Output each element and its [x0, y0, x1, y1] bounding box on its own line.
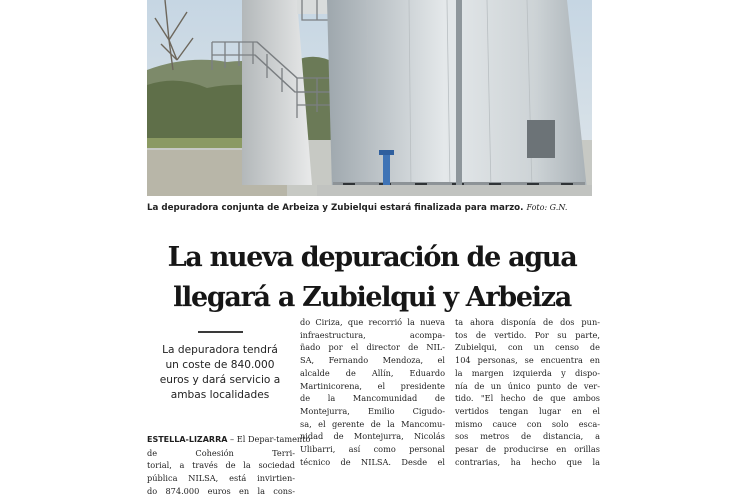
body-line: técnico de NILSA. Desde el: [300, 456, 445, 467]
body-line: contrarias, ha hecho que la: [455, 456, 600, 467]
body-line: de Cohesión Terri-: [147, 447, 295, 458]
photo-credit: Foto: G.N.: [526, 203, 568, 212]
body-line: ta ahora disponía de dos pun-: [455, 317, 600, 327]
body-line: ñado por el director de NIL-: [300, 342, 445, 353]
body-line: pesar de producirse en orillas: [455, 444, 600, 455]
deck-line: un coste de 840.000: [165, 359, 275, 371]
body-column-2: [300, 316, 445, 468]
body-line: la margen izquierda y dispo-: [455, 367, 600, 378]
body-line: infraestructura, acompa-: [300, 329, 445, 340]
body-line: torial, a través de la sociedad: [147, 460, 295, 471]
body-line: alcalde de Allín, Eduardo: [300, 367, 445, 378]
body-line: do Ciriza, que recorrió la nueva: [300, 317, 445, 327]
photo-caption: [147, 203, 597, 213]
caption-text: La depuradora conjunta de Arbeiza y Zubielqui estará finalizada para marzo.: [147, 203, 524, 213]
body-line: pública NILSA, está invirtien-: [147, 473, 295, 484]
headline-line-1: La nueva depuración de agua: [167, 242, 577, 273]
body-line: SA, Fernando Mendoza, el: [300, 355, 445, 366]
body-line: sos metros de distancia, a: [455, 431, 600, 442]
body-line: mismo cauce con solo esca-: [455, 418, 600, 429]
body-line: tos de vertido. Por su parte,: [455, 329, 600, 340]
dateline: ESTELLA-LIZARRA: [147, 435, 228, 444]
body-line: nidad de Montejurra, Nicolás: [300, 431, 445, 442]
headline: [147, 238, 597, 318]
body-line: 104 personas, se encuentra en: [455, 355, 600, 366]
news-photo: [147, 0, 592, 196]
body-line: vertidos tengan lugar en el: [455, 405, 600, 416]
body-line: do 874.000 euros en la cons-: [147, 485, 295, 496]
body-line: tido. "El hecho de que ambos: [455, 393, 600, 404]
body-column-1: [147, 433, 311, 498]
deck: [147, 343, 293, 403]
body-line: de la Mancomunidad de: [300, 393, 445, 404]
deck-rule: [198, 331, 243, 333]
deck-line: euros y dará servicio a: [159, 374, 281, 386]
body-line: sa, el gerente de la Mancomu-: [300, 418, 445, 429]
body-line: Ulibarri, así como personal: [300, 444, 445, 455]
deck-line: ambas localidades: [170, 389, 270, 401]
deck-line: La depuradora tendrá: [162, 344, 278, 356]
headline-line-2: llegará a Zubielqui y Arbeiza: [173, 282, 571, 313]
body-line: [147, 433, 311, 447]
body-line: Martinicorena, el presidente: [300, 380, 445, 391]
body-line-text: – El Depar-tamento: [230, 434, 311, 444]
body-column-3: [455, 316, 600, 468]
body-line: Montejurra, Emilio Cigudo-: [300, 405, 445, 416]
body-line: nía de un único punto de ver-: [455, 380, 600, 391]
body-line: Zubielqui, con un censo de: [455, 342, 600, 353]
